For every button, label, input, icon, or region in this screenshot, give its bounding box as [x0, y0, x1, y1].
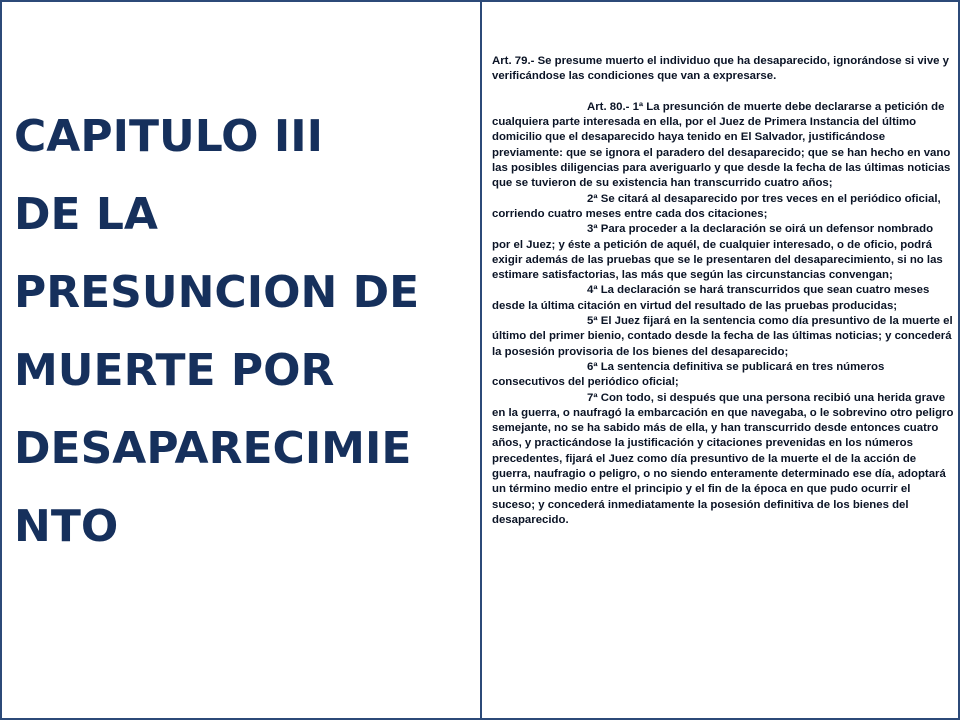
article-panel [480, 0, 960, 720]
article-80-item-5: 5ª El Juez fijará en la sentencia como día presuntivo de la muerte el último del primer bienio, contado desde la fecha de las últimas noticias; y concederá la posesión provisoria de los bienes del desaparecido; [492, 315, 953, 358]
chapter-title-line: NTO [14, 501, 119, 552]
chapter-title [14, 98, 474, 566]
article-80-item-2: 2ª Se citará al desaparecido por tres veces en el periódico oficial, corriendo cuatro meses entre cada dos citaciones; [492, 192, 941, 220]
chapter-title-line: MUERTE POR [14, 345, 335, 396]
chapter-title-line: PRESUNCION DE [14, 267, 420, 318]
article-80-item-1: Art. 80.- 1ª La presunción de muerte debe declararse a petición de cualquiera parte interesada en ella, por el Juez de Primera Instancia del último domicilio que el desaparecido haya tenido en El Salvador, justificándose previamente: que se ignora el paradero del desaparecido; que se han hecho en vano las posibles diligencias para averiguarlo y que desde la fecha de las últimas noticias que se tuvieron de su existencia han transcurrido cuatro años; [492, 100, 951, 190]
article-80-item-4: 4ª La declaración se hará transcurridos que sean cuatro meses desde la última citación en virtud del resultado de las pruebas producidas; [492, 284, 930, 312]
article-80-item-3: 3ª Para proceder a la declaración se oirá un defensor nombrado por el Juez; y éste a petición de aquél, de cualquier interesado, o de oficio, podrá exigir además de las pruebas que se le presentaren del desaparecimiento, si no las estimare satisfactorias, las más que según las circunstancias convengan; [492, 223, 943, 282]
article-80-item-6: 6ª La sentencia definitiva se publicará en tres números consecutivos del periódico oficial; [492, 360, 885, 389]
article-body [492, 54, 954, 528]
article-80-item-7: 7ª Con todo, si después que una persona recibió una herida grave en la guerra, o naufragó la embarcación en que navegaba, o le sobrevino otro peligro semejante, no se ha sabido más de ella, y han transcurrido desde entonces cuatro años, y practicándose la justificación y citaciones prevenidas en los números precedentes, fijará el Juez como día presuntivo de la muerte el de la acción de guerra, naufragio o peligro, o no siendo enteramente determinado ese día, adoptará un término medio entre el principio y el fin de la época en que pudo ocurrir el suceso; y concederá inmediatamente la posesión definitiva de los bienes del desaparecido. [492, 391, 954, 526]
chapter-title-line: CAPITULO III [14, 111, 324, 162]
article-79-paragraph: Art. 79.- Se presume muerto el individuo que ha desaparecido, ignorándose si vive y verificándose las condiciones que van a expresarse. [492, 55, 950, 83]
chapter-title-line: DE LA [14, 189, 158, 240]
chapter-title-line: DESAPARECIMIE [14, 423, 412, 474]
